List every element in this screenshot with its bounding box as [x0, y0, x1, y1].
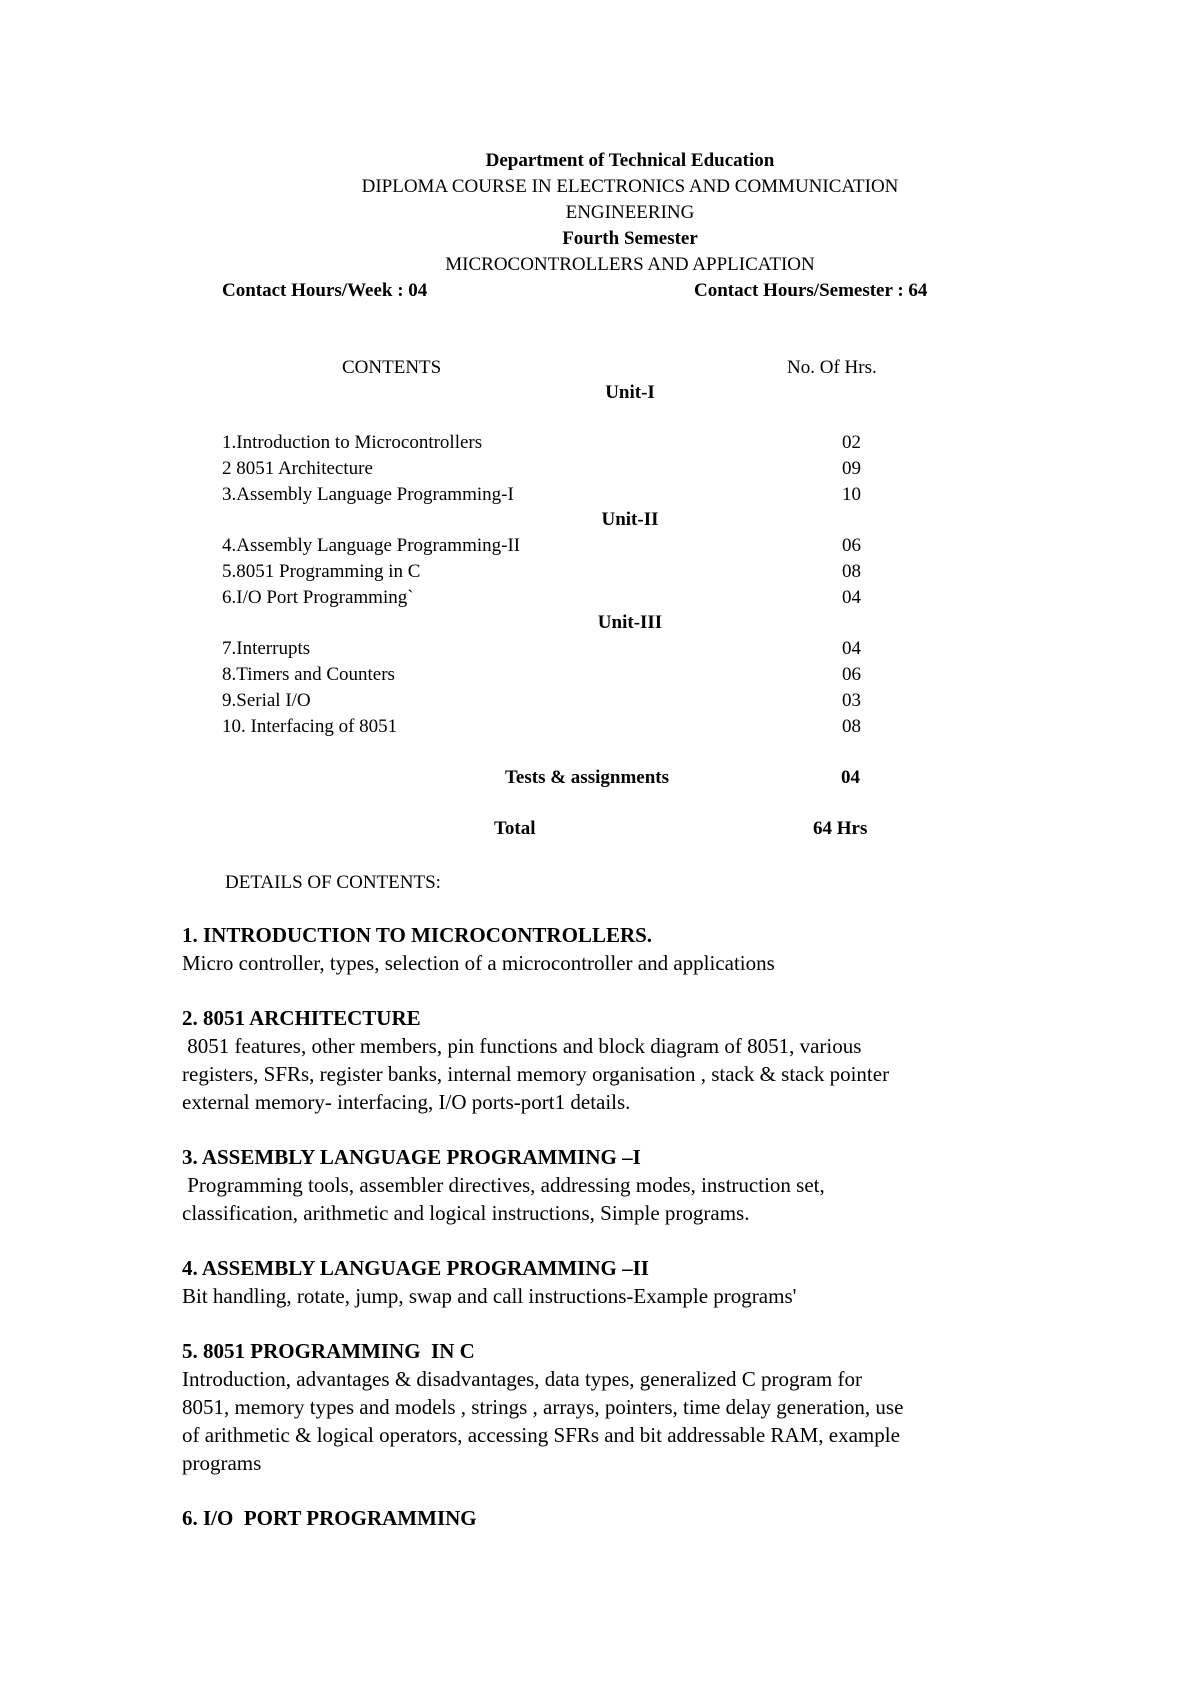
section-line: classification, arithmetic and logical instructions, Simple programs. — [182, 1201, 750, 1225]
section-title: 4. ASSEMBLY LANGUAGE PROGRAMMING –II — [182, 1256, 649, 1280]
section-line: Bit handling, rotate, jump, swap and call instructions-Example programs' — [182, 1284, 797, 1308]
total-hours: 64 Hrs — [813, 818, 868, 839]
contact-hours-semester: Contact Hours/Semester : 64 — [694, 280, 928, 301]
toc-item-hours: 08 — [842, 716, 861, 737]
toc-item-hours: 04 — [842, 638, 861, 659]
hours-column-label: No. Of Hrs. — [787, 357, 877, 378]
section-line: registers, SFRs, register banks, internal memory organisation , stack & stack pointer — [182, 1062, 890, 1086]
total-label: Total — [494, 818, 536, 839]
details-heading: DETAILS OF CONTENTS: — [225, 872, 441, 893]
toc-item-label: 2 8051 Architecture — [222, 458, 373, 479]
toc-item-hours: 03 — [842, 690, 861, 711]
tests-hours: 04 — [841, 767, 860, 788]
unit-heading: Unit-I — [605, 382, 655, 403]
section-line: 8051, memory types and models , strings , arrays, pointers, time delay generation, use — [182, 1395, 904, 1419]
section-line: Introduction, advantages & disadvantages, data types, generalized C program for — [182, 1367, 862, 1391]
toc-item-label: 3.Assembly Language Programming-I — [222, 484, 514, 505]
unit-heading: Unit-II — [601, 509, 659, 530]
contact-hours-week: Contact Hours/Week : 04 — [222, 280, 428, 301]
toc-item-hours: 06 — [842, 535, 861, 556]
section-title: 2. 8051 ARCHITECTURE — [182, 1006, 421, 1030]
detail-section — [182, 1005, 1042, 1116]
toc-item-label: 8.Timers and Counters — [222, 664, 395, 685]
subject-title: MICROCONTROLLERS AND APPLICATION — [445, 254, 815, 275]
tests-label: Tests & assignments — [505, 767, 669, 788]
toc-item-label: 10. Interfacing of 8051 — [222, 716, 398, 737]
section-line: 8051 features, other members, pin functions and block diagram of 8051, various — [182, 1034, 862, 1058]
toc-item-label: 7.Interrupts — [222, 638, 311, 659]
detail-section — [182, 1338, 1042, 1477]
section-line: programs — [182, 1451, 262, 1475]
semester-label: Fourth Semester — [562, 228, 698, 249]
section-title: 6. I/O PORT PROGRAMMING — [182, 1506, 477, 1530]
course-title-line2: ENGINEERING — [565, 202, 695, 223]
toc-item-hours: 02 — [842, 432, 861, 453]
toc-item-label: 6.I/O Port Programming` — [222, 587, 414, 608]
contents-label: CONTENTS — [342, 357, 442, 378]
section-line: of arithmetic & logical operators, accessing SFRs and bit addressable RAM, example — [182, 1423, 900, 1447]
toc-item-label: 5.8051 Programming in C — [222, 561, 421, 582]
toc-item-hours: 06 — [842, 664, 861, 685]
section-line: Micro controller, types, selection of a microcontroller and applications — [182, 951, 775, 975]
detail-section — [182, 1505, 1042, 1532]
section-title: 5. 8051 PROGRAMMING IN C — [182, 1339, 475, 1363]
course-title-line1: DIPLOMA COURSE IN ELECTRONICS AND COMMUNICATION — [361, 176, 899, 197]
detail-section — [182, 1144, 1042, 1227]
section-title: 3. ASSEMBLY LANGUAGE PROGRAMMING –I — [182, 1145, 641, 1169]
toc-item-hours: 08 — [842, 561, 861, 582]
section-line: Programming tools, assembler directives, addressing modes, instruction set, — [182, 1173, 825, 1197]
detail-section — [182, 1255, 1042, 1310]
section-line: external memory- interfacing, I/O ports-port1 details. — [182, 1090, 631, 1114]
toc-item-label: 9.Serial I/O — [222, 690, 311, 711]
unit-heading: Unit-III — [597, 612, 663, 633]
detail-section — [182, 922, 1042, 977]
toc-item-hours: 10 — [842, 484, 861, 505]
section-title: 1. INTRODUCTION TO MICROCONTROLLERS. — [182, 923, 653, 947]
toc-item-label: 1.Introduction to Microcontrollers — [222, 432, 483, 453]
toc-item-hours: 04 — [842, 587, 861, 608]
department-title: Department of Technical Education — [485, 150, 775, 171]
toc-item-label: 4.Assembly Language Programming-II — [222, 535, 521, 556]
toc-item-hours: 09 — [842, 458, 861, 479]
